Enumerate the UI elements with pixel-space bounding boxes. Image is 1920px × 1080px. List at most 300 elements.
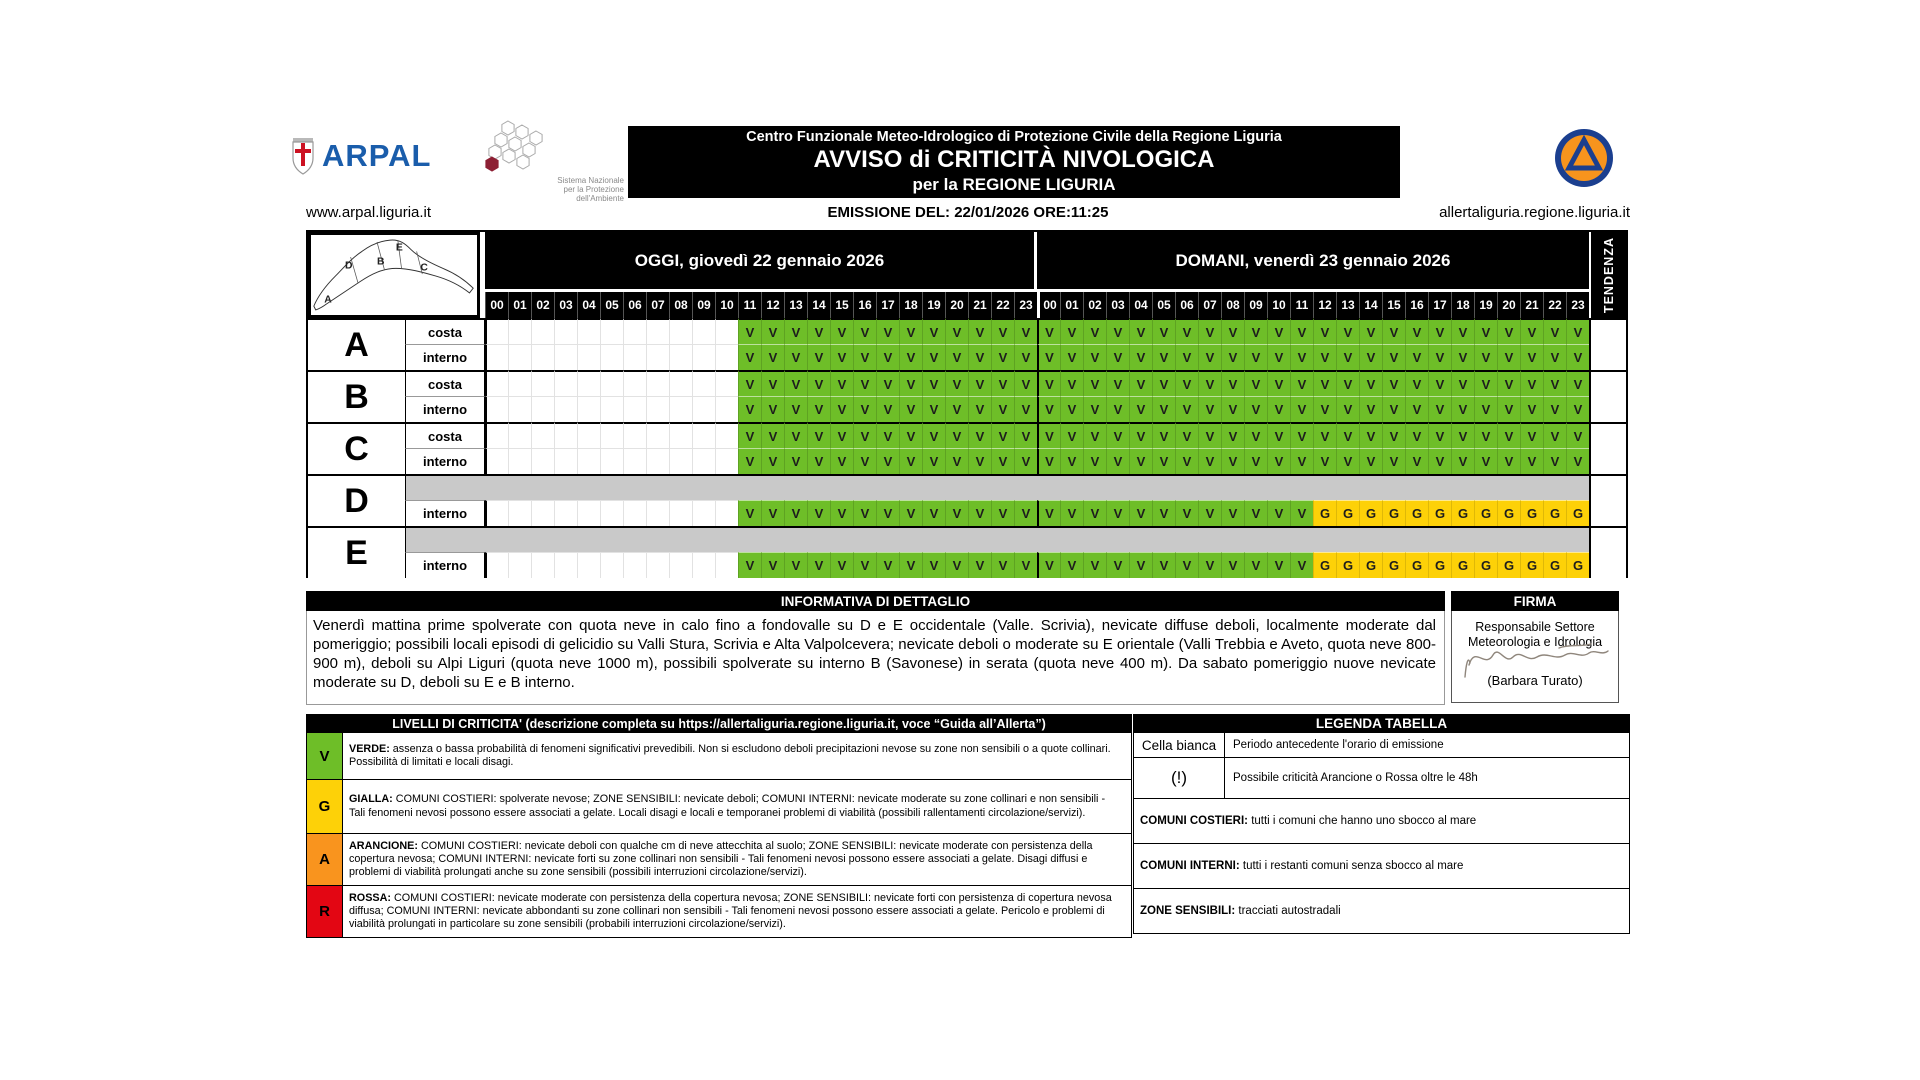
criticality-cell: V: [1290, 448, 1313, 474]
criticality-cell: V: [1313, 396, 1336, 422]
legenda-row-comuni-costieri: COMUNI COSTIERI: tutti i comuni che hanno uno sbocco al mare: [1134, 798, 1629, 843]
criticality-cell: [646, 396, 669, 422]
criticality-cell: V: [1451, 318, 1474, 344]
criticality-cell: [646, 448, 669, 474]
criticality-cell: G: [1336, 552, 1359, 578]
criticality-cell: V: [830, 448, 853, 474]
criticality-cell: V: [1313, 448, 1336, 474]
criticality-cell: V: [761, 396, 784, 422]
liguria-zones-map: [308, 232, 480, 318]
criticality-cell: [554, 448, 577, 474]
snpa-wordmark: Sistema Nazionale per la Protezione dell'Ambiente: [557, 176, 624, 203]
criticality-cell: V: [1083, 396, 1106, 422]
criticality-cell: V: [830, 396, 853, 422]
criticality-cell: V: [876, 344, 899, 370]
zone-sublabel: interno: [405, 344, 485, 370]
criticality-cell: V: [1175, 318, 1198, 344]
criticality-cell: [646, 422, 669, 448]
criticality-cell: V: [1336, 422, 1359, 448]
hour-header-cell: 15: [1382, 292, 1405, 318]
criticality-cell: V: [1382, 370, 1405, 396]
criticality-cell: V: [1290, 422, 1313, 448]
criticality-cell: V: [945, 422, 968, 448]
criticality-cell: V: [876, 370, 899, 396]
criticality-cell: V: [1152, 344, 1175, 370]
criticality-cell: V: [1451, 422, 1474, 448]
criticality-cell: G: [1382, 552, 1405, 578]
hour-header-cell: 10: [715, 292, 738, 318]
criticality-cell: V: [1198, 344, 1221, 370]
map-label-a: A: [324, 294, 332, 306]
criticality-cell: G: [1451, 552, 1474, 578]
criticality-cell: V: [1497, 370, 1520, 396]
criticality-cell: V: [1037, 500, 1060, 526]
criticality-table: [306, 230, 1628, 578]
criticality-cell: V: [853, 370, 876, 396]
criticality-cell: V: [1566, 448, 1589, 474]
criticality-cell: G: [1405, 552, 1428, 578]
zone-sublabel: costa: [405, 422, 485, 448]
hour-header-cell: 09: [1244, 292, 1267, 318]
criticality-cell: [508, 552, 531, 578]
snpa-hexagons-icon: [478, 120, 553, 178]
criticality-cell: [669, 396, 692, 422]
criticality-cell: [623, 370, 646, 396]
criticality-cell: V: [853, 552, 876, 578]
zone-sublabel: interno: [405, 396, 485, 422]
criticality-cell: V: [1336, 370, 1359, 396]
criticality-cell: V: [1520, 448, 1543, 474]
hour-header-cell: 21: [968, 292, 991, 318]
criticality-cell: [600, 344, 623, 370]
criticality-cell: V: [1221, 318, 1244, 344]
criticality-cell: V: [1359, 344, 1382, 370]
criticality-cell: V: [1198, 318, 1221, 344]
criticality-cell: V: [1543, 422, 1566, 448]
criticality-cell: V: [1083, 552, 1106, 578]
criticality-cell: V: [1037, 422, 1060, 448]
hour-header-cell: 22: [1543, 292, 1566, 318]
criticality-cell: V: [784, 552, 807, 578]
hour-header-cell: 10: [1267, 292, 1290, 318]
criticality-cell: V: [1382, 448, 1405, 474]
tendenza-cell: [1589, 422, 1626, 474]
criticality-cell: [508, 422, 531, 448]
criticality-cell: V: [922, 344, 945, 370]
zone-letter-b: B: [308, 370, 405, 422]
hour-header-cell: 18: [1451, 292, 1474, 318]
criticality-cell: V: [1175, 422, 1198, 448]
criticality-cell: V: [1520, 344, 1543, 370]
criticality-cell: V: [922, 396, 945, 422]
criticality-cell: V: [1060, 422, 1083, 448]
criticality-cell: G: [1451, 500, 1474, 526]
allerta-url-link[interactable]: allertaliguria.regione.liguria.it: [1439, 204, 1630, 221]
criticality-cell: V: [1566, 318, 1589, 344]
criticality-cell: [485, 500, 508, 526]
criticality-cell: V: [1060, 552, 1083, 578]
criticality-cell: [485, 552, 508, 578]
criticality-cell: [646, 500, 669, 526]
criticality-cell: V: [1244, 422, 1267, 448]
hour-header-cell: 20: [945, 292, 968, 318]
map-label-b: B: [377, 256, 385, 268]
emission-label: EMISSIONE DEL: 22/01/2026 ORE:11:25: [827, 204, 1109, 221]
hour-header-cell: 04: [577, 292, 600, 318]
criticality-cell: [669, 448, 692, 474]
criticality-cell: [715, 500, 738, 526]
criticality-cell: [600, 448, 623, 474]
criticality-cell: V: [1359, 370, 1382, 396]
criticality-cell: [715, 422, 738, 448]
criticality-cell: V: [968, 318, 991, 344]
criticality-cell: V: [1267, 422, 1290, 448]
criticality-cell: V: [784, 448, 807, 474]
criticality-cell: V: [1198, 422, 1221, 448]
level-badge-verde: V: [307, 733, 343, 779]
criticality-cell: V: [738, 318, 761, 344]
criticality-cell: [715, 448, 738, 474]
hour-header-cell: 01: [508, 292, 531, 318]
criticality-cell: [508, 344, 531, 370]
criticality-cell: V: [1313, 344, 1336, 370]
criticality-cell: V: [807, 396, 830, 422]
criticality-cell: V: [991, 422, 1014, 448]
criticality-cell: V: [1543, 344, 1566, 370]
criticality-cell: V: [899, 396, 922, 422]
criticality-cell: [531, 344, 554, 370]
criticality-cell: [554, 396, 577, 422]
criticality-cell: V: [761, 422, 784, 448]
hour-header-cell: 08: [1221, 292, 1244, 318]
criticality-cell: V: [899, 422, 922, 448]
criticality-cell: [485, 344, 508, 370]
criticality-cell: V: [1244, 448, 1267, 474]
criticality-cell: V: [1175, 552, 1198, 578]
criticality-cell: [692, 396, 715, 422]
criticality-cell: [577, 396, 600, 422]
criticality-cell: V: [1543, 318, 1566, 344]
criticality-cell: V: [1083, 370, 1106, 396]
criticality-cell: V: [1244, 318, 1267, 344]
criticality-cell: V: [1152, 396, 1175, 422]
criticality-cell: V: [945, 370, 968, 396]
criticality-cell: V: [899, 370, 922, 396]
hour-header-cell: 16: [1405, 292, 1428, 318]
criticality-cell: [715, 344, 738, 370]
criticality-cell: V: [899, 344, 922, 370]
criticality-cell: V: [761, 552, 784, 578]
criticality-cell: V: [1382, 318, 1405, 344]
criticality-cell: V: [738, 396, 761, 422]
hour-header-cell: 07: [1198, 292, 1221, 318]
criticality-cell: V: [1175, 344, 1198, 370]
criticality-cell: V: [853, 344, 876, 370]
criticality-cell: V: [1014, 552, 1037, 578]
criticality-cell: V: [1405, 370, 1428, 396]
criticality-cell: V: [1267, 396, 1290, 422]
criticality-cell: V: [1497, 448, 1520, 474]
criticality-cell: V: [1014, 370, 1037, 396]
criticality-cell: [692, 422, 715, 448]
criticality-cell: V: [1106, 422, 1129, 448]
level-badge-arancione: A: [307, 833, 343, 885]
table-legend: [1133, 714, 1630, 934]
criticality-cell: V: [1428, 396, 1451, 422]
criticality-cell: G: [1520, 552, 1543, 578]
criticality-cell: [600, 552, 623, 578]
criticality-cell: [715, 396, 738, 422]
criticality-cell: V: [1405, 318, 1428, 344]
criticality-cell: V: [807, 370, 830, 396]
criticality-cell: V: [738, 370, 761, 396]
criticality-cell: V: [1083, 422, 1106, 448]
criticality-cell: V: [1129, 344, 1152, 370]
criticality-cell: [623, 500, 646, 526]
criticality-cell: G: [1336, 500, 1359, 526]
criticality-cell: V: [1290, 552, 1313, 578]
criticality-cell: V: [807, 422, 830, 448]
hour-header-cell: 14: [807, 292, 830, 318]
criticality-cell: V: [1428, 448, 1451, 474]
criticality-cell: V: [830, 370, 853, 396]
criticality-cell: V: [1083, 344, 1106, 370]
zone-sublabel: costa: [405, 318, 485, 344]
criticality-cell: V: [1037, 344, 1060, 370]
criticality-cell: V: [1060, 344, 1083, 370]
no-zone-band: [405, 526, 1589, 552]
no-zone-band: [405, 474, 1589, 500]
criticality-cell: [531, 448, 554, 474]
criticality-cell: [692, 344, 715, 370]
hour-header-cell: 12: [761, 292, 784, 318]
criticality-cell: [554, 370, 577, 396]
criticality-cell: V: [1566, 370, 1589, 396]
criticality-cell: V: [830, 318, 853, 344]
criticality-cell: V: [991, 396, 1014, 422]
criticality-cell: V: [991, 500, 1014, 526]
criticality-cell: V: [1060, 448, 1083, 474]
criticality-cell: V: [991, 370, 1014, 396]
criticality-cell: V: [1451, 344, 1474, 370]
hour-header-cell: 23: [1014, 292, 1037, 318]
criticality-cell: V: [1336, 396, 1359, 422]
criticality-cell: V: [1451, 396, 1474, 422]
criticality-cell: V: [1405, 344, 1428, 370]
arpal-wordmark: ARPAL: [322, 138, 432, 173]
criticality-cell: V: [945, 448, 968, 474]
criticality-cell: V: [1060, 396, 1083, 422]
criticality-cell: V: [1382, 344, 1405, 370]
hour-header-cell: 18: [899, 292, 922, 318]
criticality-cell: V: [1221, 422, 1244, 448]
tendenza-cell: [1589, 526, 1626, 578]
criticality-cell: [554, 500, 577, 526]
criticality-cell: V: [1198, 396, 1221, 422]
map-cell: [308, 232, 485, 318]
informativa-title-bar: INFORMATIVA DI DETTAGLIO: [306, 591, 1445, 611]
criticality-cell: V: [1221, 500, 1244, 526]
livelli-grid: [306, 733, 1132, 938]
criticality-cell: V: [1313, 318, 1336, 344]
criticality-cell: V: [1244, 344, 1267, 370]
legenda-row-zone-sensibili: ZONE SENSIBILI: tracciati autostradali: [1134, 888, 1629, 933]
hour-header-cell: 14: [1359, 292, 1382, 318]
criticality-cell: G: [1497, 500, 1520, 526]
criticality-cell: V: [1566, 396, 1589, 422]
criticality-cell: V: [1221, 370, 1244, 396]
zone-sublabel: interno: [405, 552, 485, 578]
criticality-cell: V: [738, 448, 761, 474]
criticality-cell: V: [1221, 552, 1244, 578]
criticality-cell: [508, 318, 531, 344]
criticality-cell: V: [1198, 370, 1221, 396]
criticality-cell: V: [1014, 396, 1037, 422]
title-subtitle: Centro Funzionale Meteo-Idrologico di Protezione Civile della Regione Liguria: [746, 129, 1282, 145]
criticality-cell: V: [784, 422, 807, 448]
hour-header-cell: 06: [623, 292, 646, 318]
arpal-logo: [290, 136, 431, 176]
criticality-cell: V: [853, 422, 876, 448]
hour-header-cell: 16: [853, 292, 876, 318]
criticality-cell: [715, 318, 738, 344]
hour-header-cell: 00: [485, 292, 508, 318]
criticality-cell: V: [1014, 448, 1037, 474]
criticality-cell: V: [1520, 396, 1543, 422]
criticality-cell: [531, 422, 554, 448]
criticality-cell: [577, 344, 600, 370]
firma-title-bar: FIRMA: [1451, 591, 1619, 611]
criticality-cell: V: [1359, 396, 1382, 422]
criticality-cell: V: [1267, 344, 1290, 370]
criticality-cell: V: [922, 318, 945, 344]
criticality-cell: G: [1566, 552, 1589, 578]
criticality-cell: [646, 344, 669, 370]
criticality-cell: V: [1474, 396, 1497, 422]
criticality-cell: [577, 422, 600, 448]
criticality-cell: [600, 500, 623, 526]
criticality-cell: [646, 318, 669, 344]
criticality-cell: V: [1198, 448, 1221, 474]
criticality-cell: [531, 500, 554, 526]
day-header-tomorrow: DOMANI, venerdì 23 gennaio 2026: [1037, 232, 1589, 292]
criticality-cell: V: [968, 422, 991, 448]
criticality-cell: V: [1451, 448, 1474, 474]
criticality-cell: V: [807, 448, 830, 474]
arpal-url-link[interactable]: www.arpal.liguria.it: [306, 204, 432, 221]
criticality-cell: V: [1152, 448, 1175, 474]
criticality-cell: [554, 318, 577, 344]
criticality-cell: V: [761, 500, 784, 526]
criticality-cell: [715, 370, 738, 396]
criticality-cell: V: [761, 344, 784, 370]
criticality-cell: V: [1428, 318, 1451, 344]
criticality-cell: V: [1359, 318, 1382, 344]
criticality-cell: V: [1129, 318, 1152, 344]
liguria-crest-icon: [290, 136, 316, 176]
criticality-cell: V: [968, 344, 991, 370]
criticality-cell: V: [945, 500, 968, 526]
criticality-cell: V: [1244, 552, 1267, 578]
criticality-cell: V: [1244, 500, 1267, 526]
criticality-cell: [623, 396, 646, 422]
criticality-cell: V: [1152, 370, 1175, 396]
criticality-cell: V: [1037, 370, 1060, 396]
criticality-cell: V: [1129, 448, 1152, 474]
criticality-cell: [623, 448, 646, 474]
criticality-cell: V: [922, 370, 945, 396]
criticality-cell: [531, 370, 554, 396]
firma-name: (Barbara Turato): [1487, 673, 1583, 688]
criticality-cell: V: [1244, 396, 1267, 422]
criticality-cell: V: [1405, 396, 1428, 422]
criticality-cell: V: [1497, 396, 1520, 422]
criticality-cell: [531, 318, 554, 344]
criticality-cell: V: [1060, 318, 1083, 344]
criticality-cell: [623, 552, 646, 578]
criticality-cell: [531, 396, 554, 422]
criticality-cell: V: [1428, 370, 1451, 396]
criticality-cell: [692, 370, 715, 396]
criticality-cell: V: [1497, 318, 1520, 344]
criticality-cell: V: [853, 500, 876, 526]
criticality-cell: V: [1474, 370, 1497, 396]
criticality-cell: V: [1290, 344, 1313, 370]
criticality-cell: V: [784, 318, 807, 344]
criticality-cell: V: [853, 318, 876, 344]
zone-letter-e: E: [308, 526, 405, 578]
criticality-cell: V: [1336, 448, 1359, 474]
criticality-cell: V: [1267, 318, 1290, 344]
criticality-cell: [554, 552, 577, 578]
criticality-cell: V: [1060, 500, 1083, 526]
hour-header-cell: 00: [1037, 292, 1060, 318]
criticality-cell: V: [1382, 396, 1405, 422]
criticality-cell: [600, 318, 623, 344]
criticality-cell: G: [1359, 552, 1382, 578]
hour-header-cell: 13: [784, 292, 807, 318]
criticality-cell: V: [1152, 552, 1175, 578]
title-box: [628, 126, 1400, 198]
criticality-cell: V: [968, 552, 991, 578]
criticality-cell: V: [1106, 448, 1129, 474]
criticality-cell: V: [1474, 422, 1497, 448]
criticality-cell: V: [1405, 448, 1428, 474]
hour-header-cell: 01: [1060, 292, 1083, 318]
level-badge-rossa: R: [307, 885, 343, 937]
criticality-cell: G: [1543, 500, 1566, 526]
criticality-cell: V: [1566, 344, 1589, 370]
criticality-cell: V: [761, 370, 784, 396]
criticality-cell: V: [784, 344, 807, 370]
zone-sublabel: interno: [405, 500, 485, 526]
criticality-cell: V: [876, 396, 899, 422]
hour-header-cell: 08: [669, 292, 692, 318]
title-region: per la REGIONE LIGURIA: [912, 175, 1116, 194]
zone-sublabel: costa: [405, 370, 485, 396]
criticality-cell: V: [738, 344, 761, 370]
criticality-cell: V: [1152, 422, 1175, 448]
criticality-cell: [485, 448, 508, 474]
criticality-cell: [485, 370, 508, 396]
criticality-cell: G: [1428, 500, 1451, 526]
criticality-cell: V: [1405, 422, 1428, 448]
criticality-cell: [508, 448, 531, 474]
criticality-cell: G: [1474, 552, 1497, 578]
criticality-cell: G: [1543, 552, 1566, 578]
criticality-cell: [554, 344, 577, 370]
hour-header-cell: 07: [646, 292, 669, 318]
